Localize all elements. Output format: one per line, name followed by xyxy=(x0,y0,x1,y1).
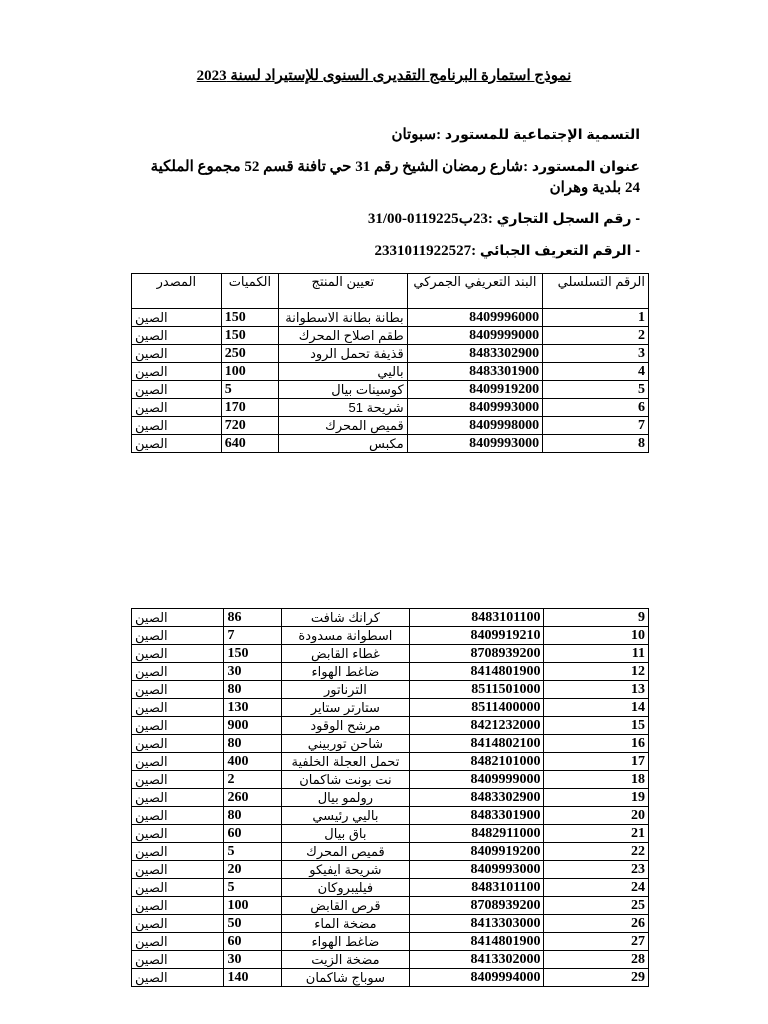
row-serial: 9 xyxy=(544,609,649,627)
row-customs-code: 8708939200 xyxy=(410,645,544,663)
row-source: الصين xyxy=(132,789,224,807)
row-quantity: 7 xyxy=(224,627,281,645)
row-serial: 20 xyxy=(544,807,649,825)
row-serial: 27 xyxy=(544,933,649,951)
importer-address-value: :شارع رمضان الشيخ رقم 31 حي تافنة قسم 52 مجموع الملكية 24 بلدية وهران xyxy=(150,159,640,196)
row-source: الصين xyxy=(132,363,222,381)
row-source: الصين xyxy=(132,843,224,861)
row-source: الصين xyxy=(132,753,224,771)
commercial-register-line xyxy=(150,208,640,230)
row-quantity: 80 xyxy=(224,807,281,825)
row-product-name: شريحة ايفيكو xyxy=(281,861,410,879)
row-serial: 24 xyxy=(544,879,649,897)
row-serial: 16 xyxy=(544,735,649,753)
table-row xyxy=(132,327,649,345)
header-source: المصدر xyxy=(132,274,222,309)
table-row xyxy=(132,663,649,681)
row-product-name: مضخة الماء xyxy=(281,915,410,933)
row-serial: 26 xyxy=(544,915,649,933)
row-product-name: فيليبروكان xyxy=(281,879,410,897)
row-quantity: 5 xyxy=(221,381,278,399)
table-row xyxy=(132,771,649,789)
importer-address-line xyxy=(150,156,640,199)
table-row xyxy=(132,381,649,399)
row-product-name: رولمو بيال xyxy=(281,789,410,807)
row-source: الصين xyxy=(132,915,224,933)
row-customs-code: 8409919210 xyxy=(410,627,544,645)
table-row xyxy=(132,753,649,771)
row-customs-code: 8483101100 xyxy=(410,879,544,897)
row-customs-code: 8483301900 xyxy=(410,807,544,825)
row-product-name: سوباج شاكمان xyxy=(281,969,410,987)
row-product-name: مرشح الوقود xyxy=(281,717,410,735)
table-row xyxy=(132,951,649,969)
row-serial: 28 xyxy=(544,951,649,969)
row-quantity: 150 xyxy=(221,327,278,345)
row-source: الصين xyxy=(132,309,222,327)
row-quantity: 720 xyxy=(221,417,278,435)
table-row xyxy=(132,807,649,825)
row-customs-code: 8511501000 xyxy=(410,681,544,699)
row-product-name: نت بونت شاكمان xyxy=(281,771,410,789)
row-source: الصين xyxy=(132,933,224,951)
row-serial: 13 xyxy=(544,681,649,699)
row-source: الصين xyxy=(132,771,224,789)
row-quantity: 100 xyxy=(221,363,278,381)
row-product-name: قميص المحرك xyxy=(279,417,408,435)
row-customs-code: 8409919200 xyxy=(410,843,544,861)
row-serial: 17 xyxy=(544,753,649,771)
row-product-name: مكبس xyxy=(279,435,408,453)
row-product-name: مضخة الزيت xyxy=(281,951,410,969)
table-row xyxy=(132,735,649,753)
table-row xyxy=(132,309,649,327)
row-product-name: قرص القابض xyxy=(281,897,410,915)
row-serial: 5 xyxy=(543,381,649,399)
row-source: الصين xyxy=(132,645,224,663)
row-customs-code: 8409999000 xyxy=(407,327,542,345)
row-customs-code: 8409919200 xyxy=(407,381,542,399)
document-title xyxy=(0,66,768,85)
row-quantity: 250 xyxy=(221,345,278,363)
row-customs-code: 8511400000 xyxy=(410,699,544,717)
table-row xyxy=(132,627,649,645)
row-quantity: 86 xyxy=(224,609,281,627)
row-source: الصين xyxy=(132,381,222,399)
row-serial: 11 xyxy=(544,645,649,663)
row-product-name: ستارتر ستاير xyxy=(281,699,410,717)
row-quantity: 20 xyxy=(224,861,281,879)
table-row xyxy=(132,843,649,861)
header-product: تعيين المنتج xyxy=(279,274,408,309)
row-quantity: 80 xyxy=(224,681,281,699)
row-source: الصين xyxy=(132,663,224,681)
row-quantity: 5 xyxy=(224,879,281,897)
row-serial: 12 xyxy=(544,663,649,681)
row-quantity: 170 xyxy=(221,399,278,417)
row-product-name: غطاء القابض xyxy=(281,645,410,663)
row-serial: 15 xyxy=(544,717,649,735)
row-product-name: كوسينات بيال xyxy=(279,381,408,399)
row-source: الصين xyxy=(132,735,224,753)
row-source: الصين xyxy=(132,327,222,345)
row-source: الصين xyxy=(132,627,224,645)
table-row xyxy=(132,609,649,627)
row-source: الصين xyxy=(132,861,224,879)
row-serial: 3 xyxy=(543,345,649,363)
row-quantity: 5 xyxy=(224,843,281,861)
row-customs-code: 8482101000 xyxy=(410,753,544,771)
row-quantity: 30 xyxy=(224,663,281,681)
row-quantity: 150 xyxy=(224,645,281,663)
row-source: الصين xyxy=(132,435,222,453)
commercial-register-label: - رقم السجل التجاري xyxy=(496,210,640,226)
table-row xyxy=(132,363,649,381)
row-serial: 2 xyxy=(543,327,649,345)
header-serial: الرقم التسلسلي xyxy=(543,274,649,309)
row-customs-code: 8414802100 xyxy=(410,735,544,753)
table-row xyxy=(132,435,649,453)
row-product-name: باق بيال xyxy=(281,825,410,843)
row-customs-code: 8483302900 xyxy=(407,345,542,363)
row-source: الصين xyxy=(132,969,224,987)
row-customs-code: 8421232000 xyxy=(410,717,544,735)
row-serial: 18 xyxy=(544,771,649,789)
row-product-name: تحمل العجلة الخلفية xyxy=(281,753,410,771)
row-quantity: 140 xyxy=(224,969,281,987)
row-product-name: باليي xyxy=(279,363,408,381)
row-quantity: 640 xyxy=(221,435,278,453)
row-customs-code: 8409994000 xyxy=(410,969,544,987)
importer-name-label: التسمية الإجتماعية للمستورد xyxy=(444,126,640,142)
row-source: الصين xyxy=(132,951,224,969)
row-source: الصين xyxy=(132,345,222,363)
row-quantity: 260 xyxy=(224,789,281,807)
tax-id-line xyxy=(150,240,640,262)
table-row xyxy=(132,933,649,951)
table-row xyxy=(132,417,649,435)
commercial-register-value: :23ب0119225-31/00 xyxy=(367,211,493,227)
import-table-page2 xyxy=(131,608,649,987)
row-quantity: 100 xyxy=(224,897,281,915)
row-serial: 25 xyxy=(544,897,649,915)
importer-name-value: :سبوتان xyxy=(391,127,442,143)
table-row xyxy=(132,969,649,987)
row-product-name: باليي رئيسي xyxy=(281,807,410,825)
row-customs-code: 8483301900 xyxy=(407,363,542,381)
row-customs-code: 8409993000 xyxy=(410,861,544,879)
row-quantity: 60 xyxy=(224,933,281,951)
row-product-name: طقم اصلاح المحرك xyxy=(279,327,408,345)
row-source: الصين xyxy=(132,879,224,897)
table-row xyxy=(132,861,649,879)
table-row xyxy=(132,879,649,897)
row-product-name: كرانك شافت xyxy=(281,609,410,627)
row-serial: 22 xyxy=(544,843,649,861)
row-product-name: ضاغط الهواء xyxy=(281,933,410,951)
row-source: الصين xyxy=(132,825,224,843)
row-serial: 7 xyxy=(543,417,649,435)
row-quantity: 900 xyxy=(224,717,281,735)
row-customs-code: 8409999000 xyxy=(410,771,544,789)
row-source: الصين xyxy=(132,807,224,825)
table-row xyxy=(132,399,649,417)
row-quantity: 30 xyxy=(224,951,281,969)
row-customs-code: 8482911000 xyxy=(410,825,544,843)
row-serial: 10 xyxy=(544,627,649,645)
row-customs-code: 8409998000 xyxy=(407,417,542,435)
header-quantity: الكميات xyxy=(221,274,278,309)
tax-id-value: :2331011922527 xyxy=(374,243,477,259)
row-product-name: شريحة 51 xyxy=(279,399,408,417)
header-customs-code: البند التعريفي الجمركي xyxy=(407,274,542,309)
row-quantity: 150 xyxy=(221,309,278,327)
row-quantity: 60 xyxy=(224,825,281,843)
row-serial: 1 xyxy=(543,309,649,327)
table-row xyxy=(132,681,649,699)
row-source: الصين xyxy=(132,681,224,699)
row-quantity: 80 xyxy=(224,735,281,753)
table-row xyxy=(132,915,649,933)
row-serial: 8 xyxy=(543,435,649,453)
row-source: الصين xyxy=(132,897,224,915)
row-quantity: 130 xyxy=(224,699,281,717)
row-product-name: اسطوانة مسدودة xyxy=(281,627,410,645)
row-customs-code: 8409996000 xyxy=(407,309,542,327)
row-source: الصين xyxy=(132,717,224,735)
row-serial: 23 xyxy=(544,861,649,879)
tax-id-label: - الرقم التعريف الجبائي xyxy=(479,242,640,258)
table-row xyxy=(132,699,649,717)
row-source: الصين xyxy=(132,699,224,717)
row-customs-code: 8483101100 xyxy=(410,609,544,627)
row-serial: 19 xyxy=(544,789,649,807)
row-product-name: ضاغط الهواء xyxy=(281,663,410,681)
table-row xyxy=(132,717,649,735)
row-customs-code: 8409993000 xyxy=(407,435,542,453)
row-quantity: 400 xyxy=(224,753,281,771)
importer-name-line xyxy=(150,124,640,146)
row-customs-code: 8413302000 xyxy=(410,951,544,969)
importer-address-label: عنوان المستورد xyxy=(531,158,640,174)
row-source: الصين xyxy=(132,609,224,627)
row-customs-code: 8414801900 xyxy=(410,663,544,681)
document-title-text: نموذج استمارة البرنامج التقديرى السنوى للإستيراد لسنة 2023 xyxy=(196,68,572,84)
table-row xyxy=(132,645,649,663)
row-source: الصين xyxy=(132,399,222,417)
row-source: الصين xyxy=(132,417,222,435)
row-serial: 21 xyxy=(544,825,649,843)
table-row xyxy=(132,789,649,807)
row-serial: 6 xyxy=(543,399,649,417)
row-customs-code: 8483302900 xyxy=(410,789,544,807)
import-table-page1 xyxy=(131,273,649,453)
row-customs-code: 8413303000 xyxy=(410,915,544,933)
row-product-name: شاحن توربيني xyxy=(281,735,410,753)
row-customs-code: 8708939200 xyxy=(410,897,544,915)
table-header-row xyxy=(132,274,649,309)
row-quantity: 50 xyxy=(224,915,281,933)
row-product-name: بطانة بطانة الاسطوانة xyxy=(279,309,408,327)
table-row xyxy=(132,825,649,843)
row-customs-code: 8414801900 xyxy=(410,933,544,951)
row-customs-code: 8409993000 xyxy=(407,399,542,417)
row-product-name: قميص المحرك xyxy=(281,843,410,861)
row-serial: 14 xyxy=(544,699,649,717)
row-product-name: الترناتور xyxy=(281,681,410,699)
table-row xyxy=(132,345,649,363)
row-serial: 4 xyxy=(543,363,649,381)
row-serial: 29 xyxy=(544,969,649,987)
row-quantity: 2 xyxy=(224,771,281,789)
row-product-name: قذيفة تحمل الرود xyxy=(279,345,408,363)
table-row xyxy=(132,897,649,915)
